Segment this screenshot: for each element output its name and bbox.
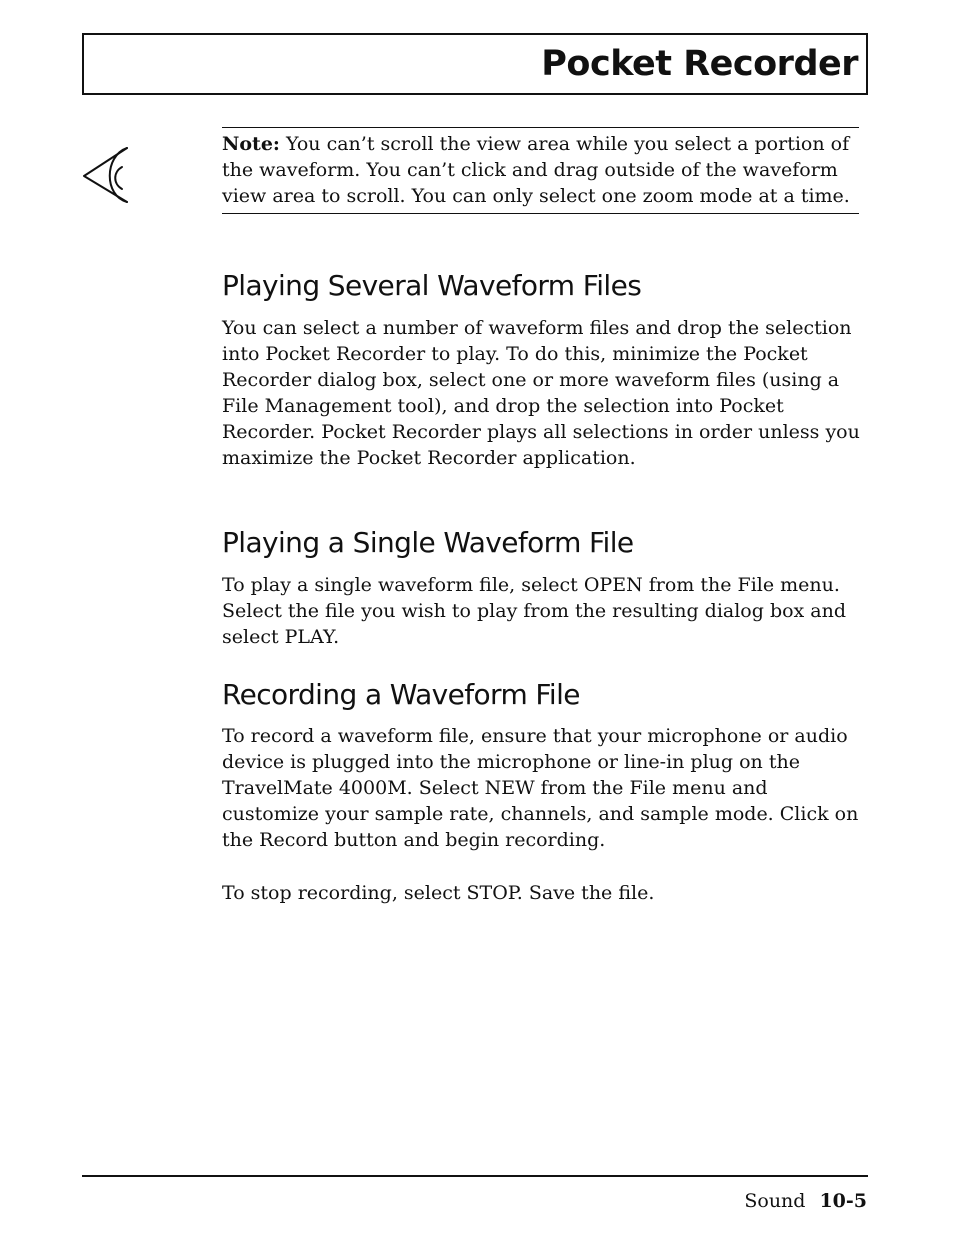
note-text bbox=[222, 131, 867, 209]
section-paragraph: To play a single waveform file, select OPEN from the File menu. Select the file you wish to play from the resulting dialog box and select PLAY. bbox=[222, 574, 847, 648]
footer-page-number: 10-5 bbox=[819, 1190, 867, 1212]
note-body: You can’t scroll the view area while you select a portion of the waveform. You can’t click and drag outside of the waveform view area to scroll. You can only select one zoom mode at a time. bbox=[222, 133, 850, 207]
section-paragraph: To stop recording, select STOP. Save the file. bbox=[222, 882, 655, 904]
section-heading: Playing Several Waveform Files bbox=[222, 269, 642, 302]
page-header bbox=[82, 33, 868, 95]
section-heading: Recording a Waveform File bbox=[222, 678, 580, 711]
section-paragraph: To record a waveform file, ensure that your microphone or audio device is plugged into the microphone or line-in plug on the TravelMate 4000M. Select NEW from the File menu and customize your sample rate, channels, and sample mode. Click on the Record button and begin recording. bbox=[222, 725, 859, 851]
section-heading: Playing a Single Waveform File bbox=[222, 526, 634, 559]
section-paragraph: You can select a number of waveform files and drop the selection into Pocket Recorder to play. To do this, minimize the Pocket Recorder dialog box, select one or more waveform files (using a File Management tool), and drop the selection into Pocket Recorder. Pocket Recorder plays all selections in order unless you maximize the Pocket Recorder application. bbox=[222, 317, 860, 469]
note-block bbox=[222, 127, 859, 214]
page-footer bbox=[744, 1187, 867, 1215]
note-label: Note: bbox=[222, 133, 280, 155]
footer-chapter: Sound bbox=[744, 1190, 806, 1212]
footer-rule bbox=[82, 1175, 868, 1177]
page-title: Pocket Recorder bbox=[541, 44, 858, 84]
eye-icon bbox=[82, 146, 130, 204]
